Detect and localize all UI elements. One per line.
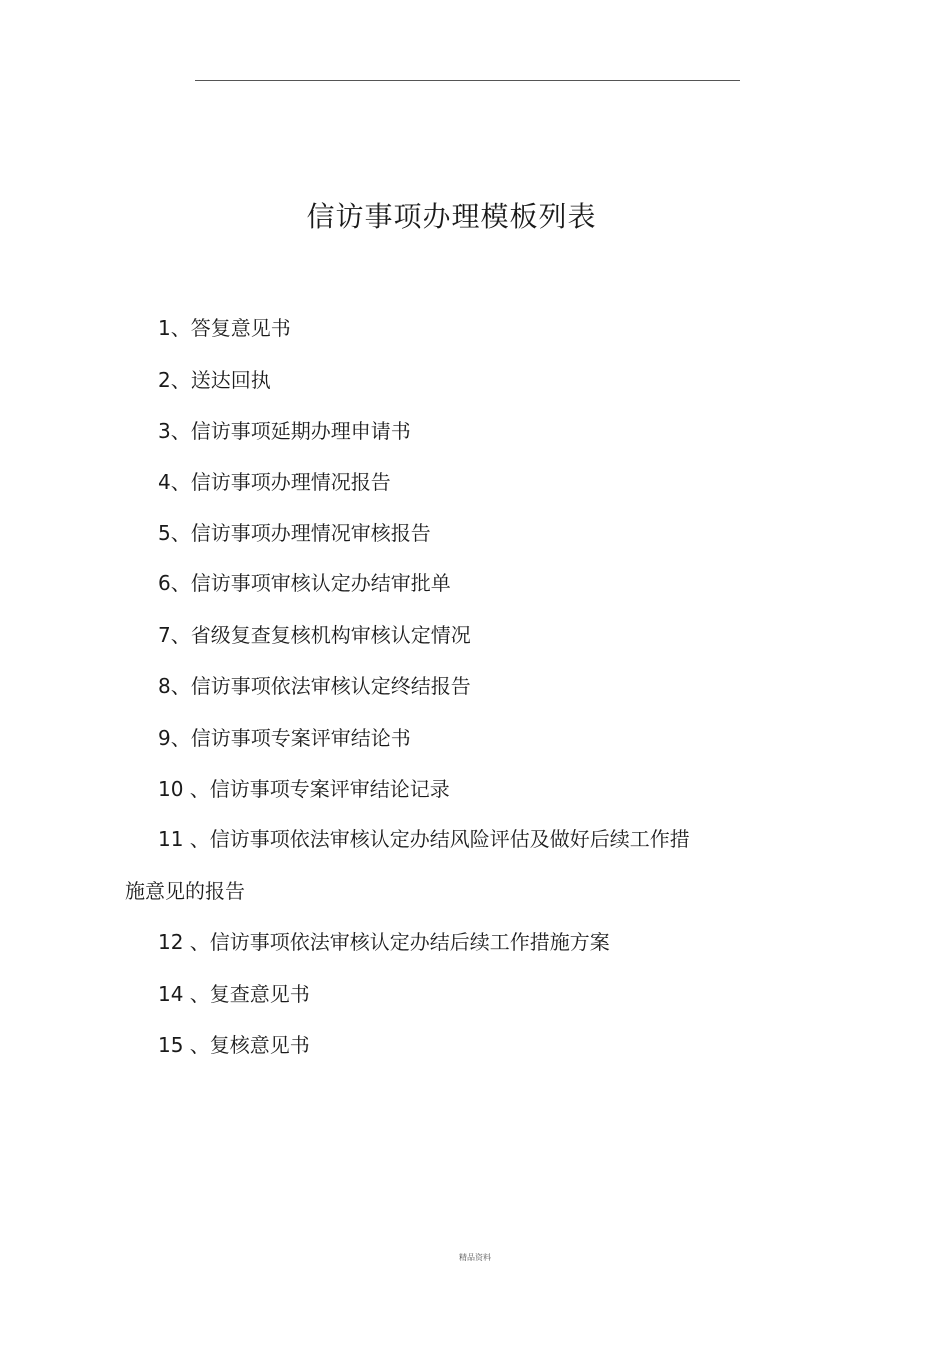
list-item: 14 、复查意见书 bbox=[158, 982, 310, 1006]
list-item: 7、省级复查复核机构审核认定情况 bbox=[158, 623, 471, 647]
document-title: 信访事项办理模板列表 bbox=[306, 200, 597, 233]
list-item: 9、信访事项专案评审结论书 bbox=[158, 726, 411, 750]
list-item: 3、信访事项延期办理申请书 bbox=[158, 419, 411, 443]
list-item: 4、信访事项办理情况报告 bbox=[158, 470, 391, 494]
header-rule bbox=[195, 80, 740, 81]
list-item: 2、送达回执 bbox=[158, 368, 271, 392]
list-item: 1、答复意见书 bbox=[158, 316, 291, 340]
list-item: 8、信访事项依法审核认定终结报告 bbox=[158, 674, 471, 698]
list-item: 10 、信访事项专案评审结论记录 bbox=[158, 777, 450, 801]
list-item: 5、信访事项办理情况审核报告 bbox=[158, 521, 431, 545]
list-item-continuation: 施意见的报告 bbox=[125, 879, 245, 903]
list-item: 12 、信访事项依法审核认定办结后续工作措施方案 bbox=[158, 930, 610, 954]
footer-text: 精品资料 bbox=[459, 1253, 491, 1262]
list-item: 11 、信访事项依法审核认定办结风险评估及做好后续工作措 bbox=[158, 827, 690, 851]
list-item: 15 、复核意见书 bbox=[158, 1033, 310, 1057]
list-item: 6、信访事项审核认定办结审批单 bbox=[158, 571, 451, 595]
